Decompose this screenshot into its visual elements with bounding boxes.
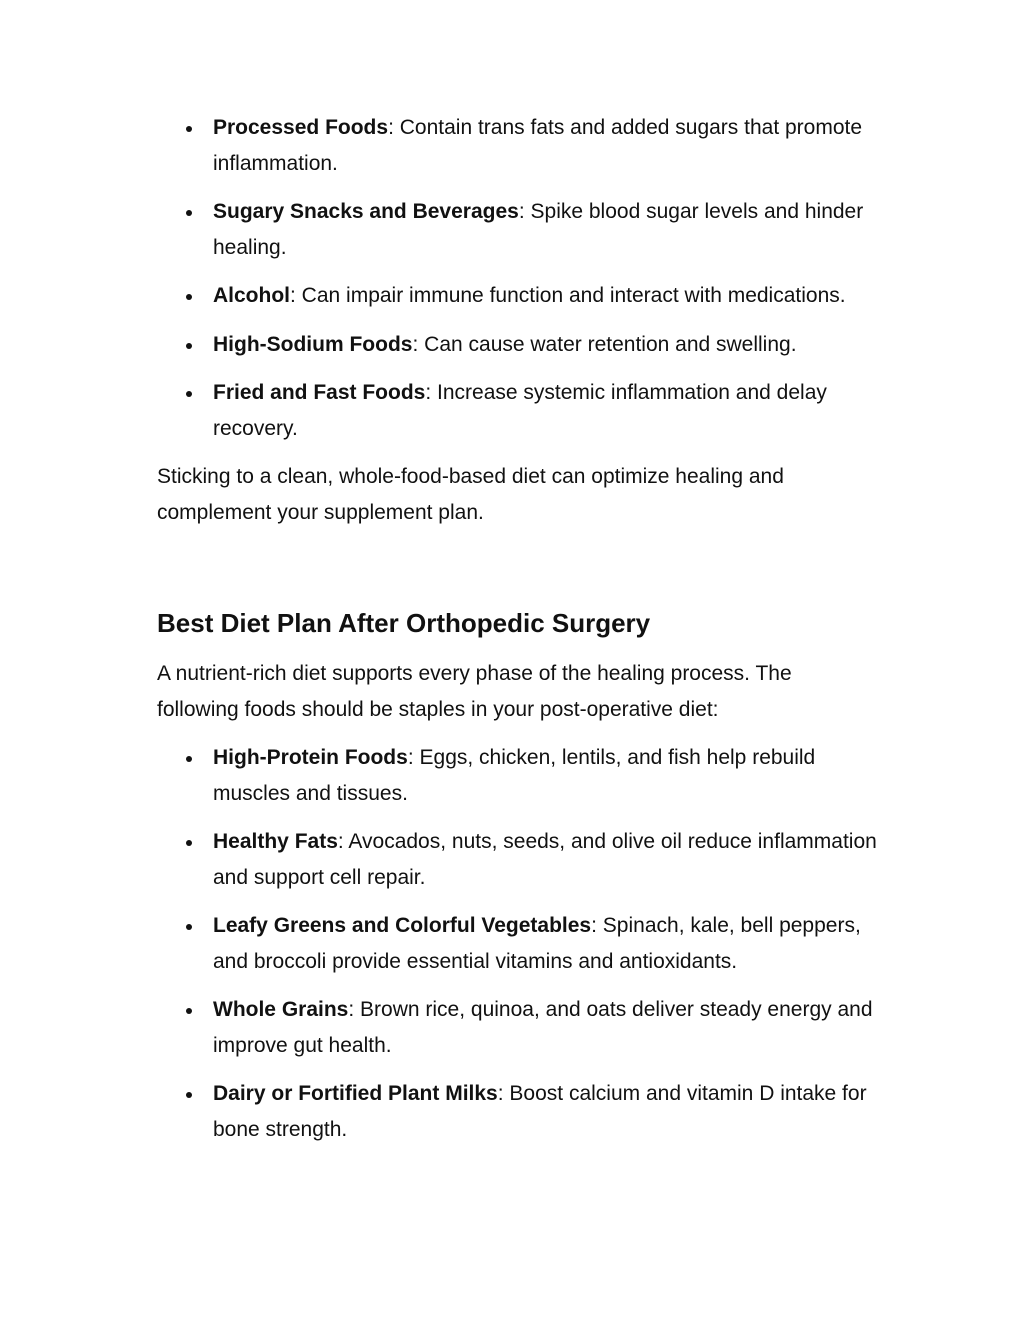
list-item bbox=[157, 992, 877, 1063]
item-description: Eggs, chicken, lentils, and fish help rebuild muscles and tissues. bbox=[213, 746, 816, 805]
item-description: Can cause water retention and swelling. bbox=[418, 332, 797, 356]
item-term: High-Sodium Foods bbox=[213, 332, 413, 356]
item-description: Boost calcium and vitamin D intake for bone strength. bbox=[213, 1082, 867, 1141]
item-separator: : bbox=[591, 914, 597, 937]
item-term: High-Protein Foods bbox=[213, 746, 408, 769]
diet-plan-list bbox=[157, 740, 877, 1147]
list-item bbox=[157, 278, 877, 314]
item-separator: : bbox=[518, 200, 525, 223]
item-separator: : bbox=[497, 1082, 504, 1105]
item-term: Processed Foods bbox=[213, 116, 389, 139]
item-term: Leafy Greens and Colorful Vegetables bbox=[213, 914, 592, 937]
item-description: Spike blood sugar levels and hinder healing. bbox=[213, 200, 864, 259]
item-description: Contain trans fats and added sugars that promote inflammation. bbox=[213, 116, 863, 175]
item-term: Whole Grains bbox=[213, 998, 349, 1021]
list-item bbox=[157, 740, 877, 811]
closing-paragraph: Sticking to a clean, whole-food-based diet can optimize healing and complement your supplement plan. bbox=[157, 465, 784, 524]
item-separator: : bbox=[412, 332, 419, 356]
item-term: Dairy or Fortified Plant Milks bbox=[213, 1082, 498, 1105]
item-separator: : bbox=[388, 116, 394, 139]
list-item bbox=[157, 375, 877, 446]
item-separator: : bbox=[425, 381, 432, 404]
item-separator: : bbox=[290, 284, 296, 307]
item-description: Avocados, nuts, seeds, and olive oil reduce inflammation and support cell repair. bbox=[213, 830, 877, 889]
list-item bbox=[157, 908, 877, 979]
list-item bbox=[157, 194, 877, 265]
item-separator: : bbox=[348, 998, 355, 1021]
item-description: Spinach, kale, bell peppers, and broccoli provide essential vitamins and antioxidants. bbox=[213, 914, 861, 973]
document-page bbox=[157, 110, 877, 1160]
list-item bbox=[157, 327, 877, 363]
item-separator: : bbox=[337, 830, 344, 853]
section-heading: Best Diet Plan After Orthopedic Surgery bbox=[157, 608, 651, 638]
list-item bbox=[157, 1076, 877, 1147]
item-term: Alcohol bbox=[213, 284, 290, 307]
item-description: Brown rice, quinoa, and oats deliver steady energy and improve gut health. bbox=[213, 998, 873, 1057]
item-term: Sugary Snacks and Beverages bbox=[213, 200, 519, 223]
item-term: Fried and Fast Foods bbox=[213, 381, 426, 404]
foods-to-avoid-list bbox=[157, 110, 877, 446]
item-description: Can impair immune function and interact with medications. bbox=[295, 284, 846, 307]
list-item bbox=[157, 110, 877, 181]
item-term: Healthy Fats bbox=[213, 830, 338, 853]
intro-paragraph: A nutrient-rich diet supports every phase of the healing process. The following foods should be staples in your post-operative diet: bbox=[157, 662, 792, 721]
list-item bbox=[157, 824, 877, 895]
item-separator: : bbox=[407, 746, 414, 769]
item-description: Increase systemic inflammation and delay recovery. bbox=[213, 381, 827, 440]
